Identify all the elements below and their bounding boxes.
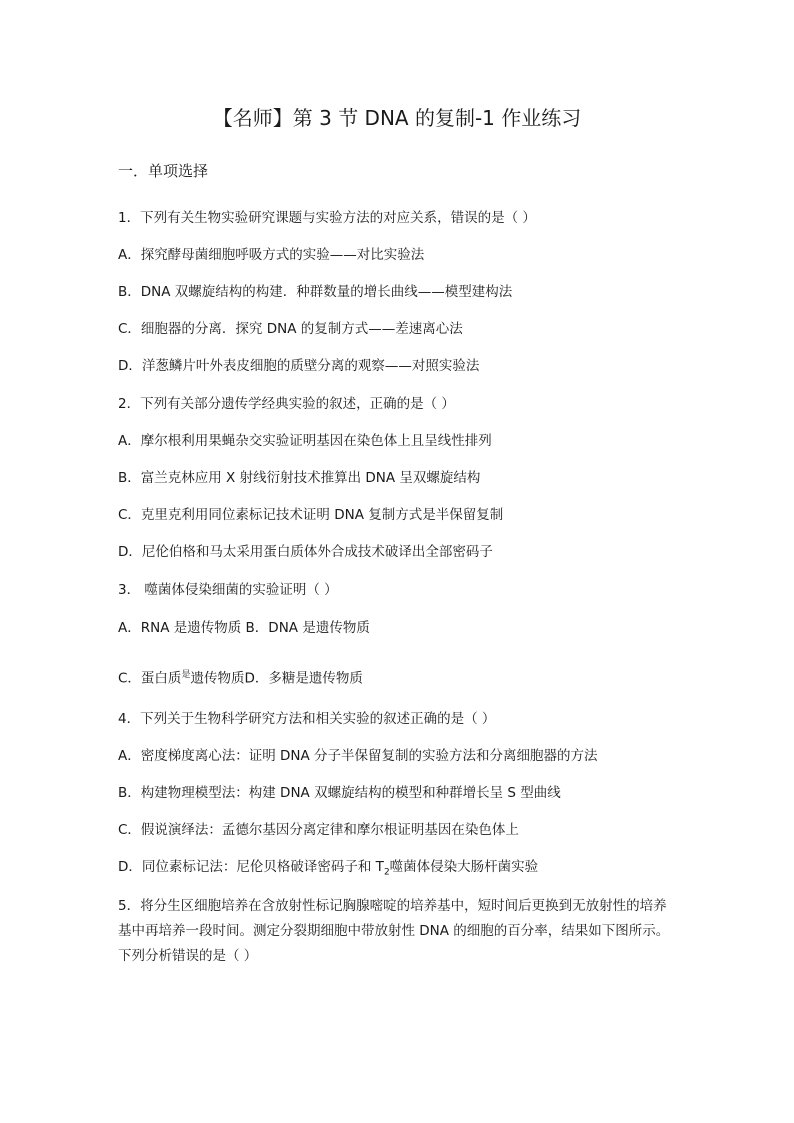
- question-2-option-d: D．尼伦伯格和马太采用蛋白质体外合成技术破译出全部密码子: [118, 544, 493, 560]
- section-heading: 一．单项选择: [118, 162, 209, 180]
- question-3-stem: 3． 噬菌体侵染细菌的实验证明（ ）: [118, 582, 338, 598]
- question-1-option-a: A．探究酵母菌细胞呼吸方式的实验——对比实验法: [118, 247, 425, 263]
- question-4-option-d-suffix: 噬菌体侵染大肠杆菌实验: [389, 859, 539, 875]
- question-4-option-b: B．构建物理模型法：构建 DNA 双螺旋结构的模型和种群增长呈 S 型曲线: [118, 785, 561, 801]
- question-4-stem: 4．下列关于生物科学研究方法和相关实验的叙述正确的是（ ）: [118, 711, 496, 727]
- question-2-option-a: A．摩尔根利用果蝇杂交实验证明基因在染色体上且呈线性排列: [118, 433, 492, 449]
- question-4-option-a: A．密度梯度离心法：证明 DNA 分子半保留复制的实验方法和分离细胞器的方法: [118, 748, 598, 764]
- question-4-option-c: C．假说演绎法：孟德尔基因分离定律和摩尔根证明基因在染色体上: [118, 822, 519, 838]
- question-1-option-d: D．洋葱鳞片叶外表皮细胞的质壁分离的观察——对照实验法: [118, 358, 480, 374]
- question-4-option-d: [118, 857, 538, 883]
- question-2-stem: 2．下列有关部分遗传学经典实验的叙述，正确的是（ ）: [118, 396, 455, 412]
- question-1-option-c: C．细胞器的分离．探究 DNA 的复制方式——差速离心法: [118, 321, 463, 337]
- question-3-option-c-suffix: 遗传物质D．多糖是遗传物质: [190, 670, 363, 687]
- question-3-option-c-small: 是: [181, 670, 191, 680]
- question-2-option-b: B．富兰克林应用 X 射线衍射技术推算出 DNA 呈双螺旋结构: [118, 470, 481, 486]
- question-3-option-c-prefix: C．蛋白质: [118, 670, 182, 687]
- question-3-options-ab: A．RNA 是遗传物质 B．DNA 是遗传物质: [118, 620, 370, 636]
- question-1-option-b: B．DNA 双螺旋结构的构建．种群数量的增长曲线——模型建构法: [118, 284, 513, 300]
- question-4-option-d-subscript: 2: [383, 867, 390, 878]
- question-5-stem: 5．将分生区细胞培养在含放射性标记胸腺嘧啶的培养基中，短时间后更换到无放射性的培养基中再培养一段时间。测定分裂期细胞中带放射性 DNA 的细胞的百分率，结果如下图所示。下列分析错误的是（ ）: [118, 898, 670, 964]
- page-title: 【名师】第 3 节 DNA 的复制-1 作业练习: [212, 106, 582, 130]
- question-4-option-d-prefix: D．同位素标记法：尼伦贝格破译密码子和 T: [118, 859, 384, 875]
- question-1-stem: 1．下列有关生物实验研究课题与实验方法的对应关系，错误的是（ ）: [118, 210, 536, 226]
- question-2-option-c: C．克里克利用同位素标记技术证明 DNA 复制方式是半保留复制: [118, 507, 504, 523]
- question-3-options-cd: [118, 665, 363, 689]
